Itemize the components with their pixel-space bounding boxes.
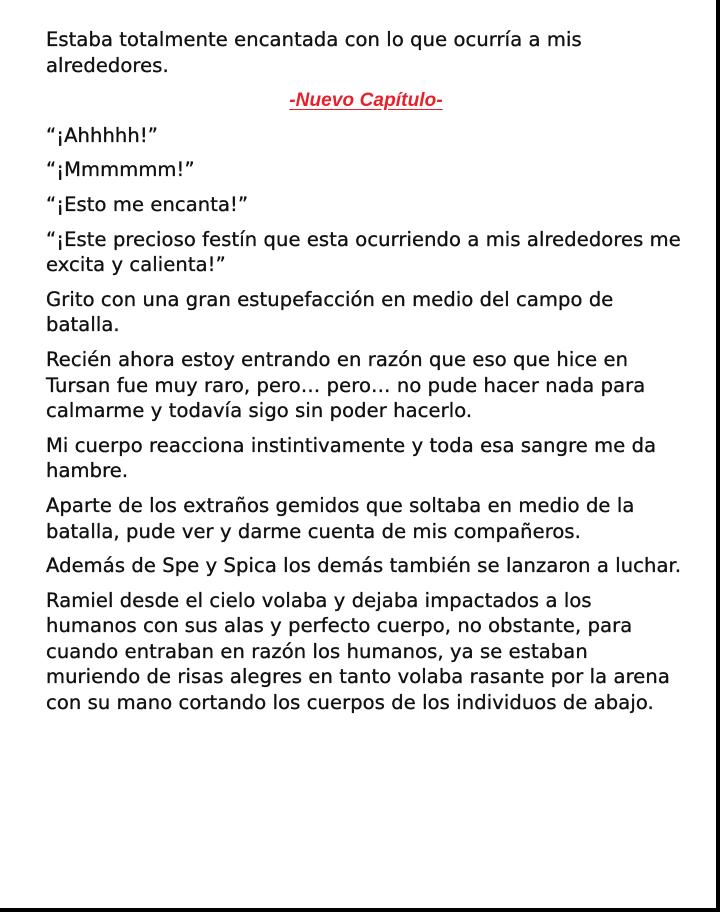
document-body bbox=[46, 27, 686, 725]
paragraph: Recién ahora estoy entrando en razón que eso que hice en Tursan fue muy raro, pero… pero… no pude hacer nada para calmarme y todavía sigo sin poder hacerlo. bbox=[46, 347, 646, 423]
paragraph: Ramiel desde el cielo volaba y dejaba impactados a los humanos con sus alas y perfecto cuerpo, no obstante, para cuando entraban en razón los humanos, ya se estaban muriendo de risas alegres en tanto volaba rasante por la arena con su mano cortando los cuerpos de los individuos de abajo. bbox=[46, 588, 670, 715]
paragraph: “¡Esto me encanta!” bbox=[46, 192, 249, 216]
paragraph: Mi cuerpo reacciona instintivamente y toda esa sangre me da hambre. bbox=[46, 433, 657, 483]
paragraph: Además de Spe y Spica los demás también se lanzaron a luchar. bbox=[46, 554, 682, 578]
paragraph: Aparte de los extraños gemidos que soltaba en medio de la batalla, pude ver y darme cuenta de mis compañeros. bbox=[46, 493, 635, 543]
paragraph: “¡Este precioso festín que esta ocurriendo a mis alrededores me excita y calienta!” bbox=[46, 227, 681, 277]
paragraph-intro: Estaba totalmente encantada con lo que ocurría a mis alrededores. bbox=[46, 28, 582, 77]
paragraph: Grito con una gran estupefacción en medio del campo de batalla. bbox=[46, 287, 614, 337]
chapter-heading-text: -Nuevo Capítulo- bbox=[289, 90, 443, 112]
chapter-heading bbox=[46, 87, 686, 114]
paragraph: “¡Ahhhhh!” bbox=[46, 123, 158, 147]
paragraph: “¡Mmmmmm!” bbox=[46, 158, 195, 182]
